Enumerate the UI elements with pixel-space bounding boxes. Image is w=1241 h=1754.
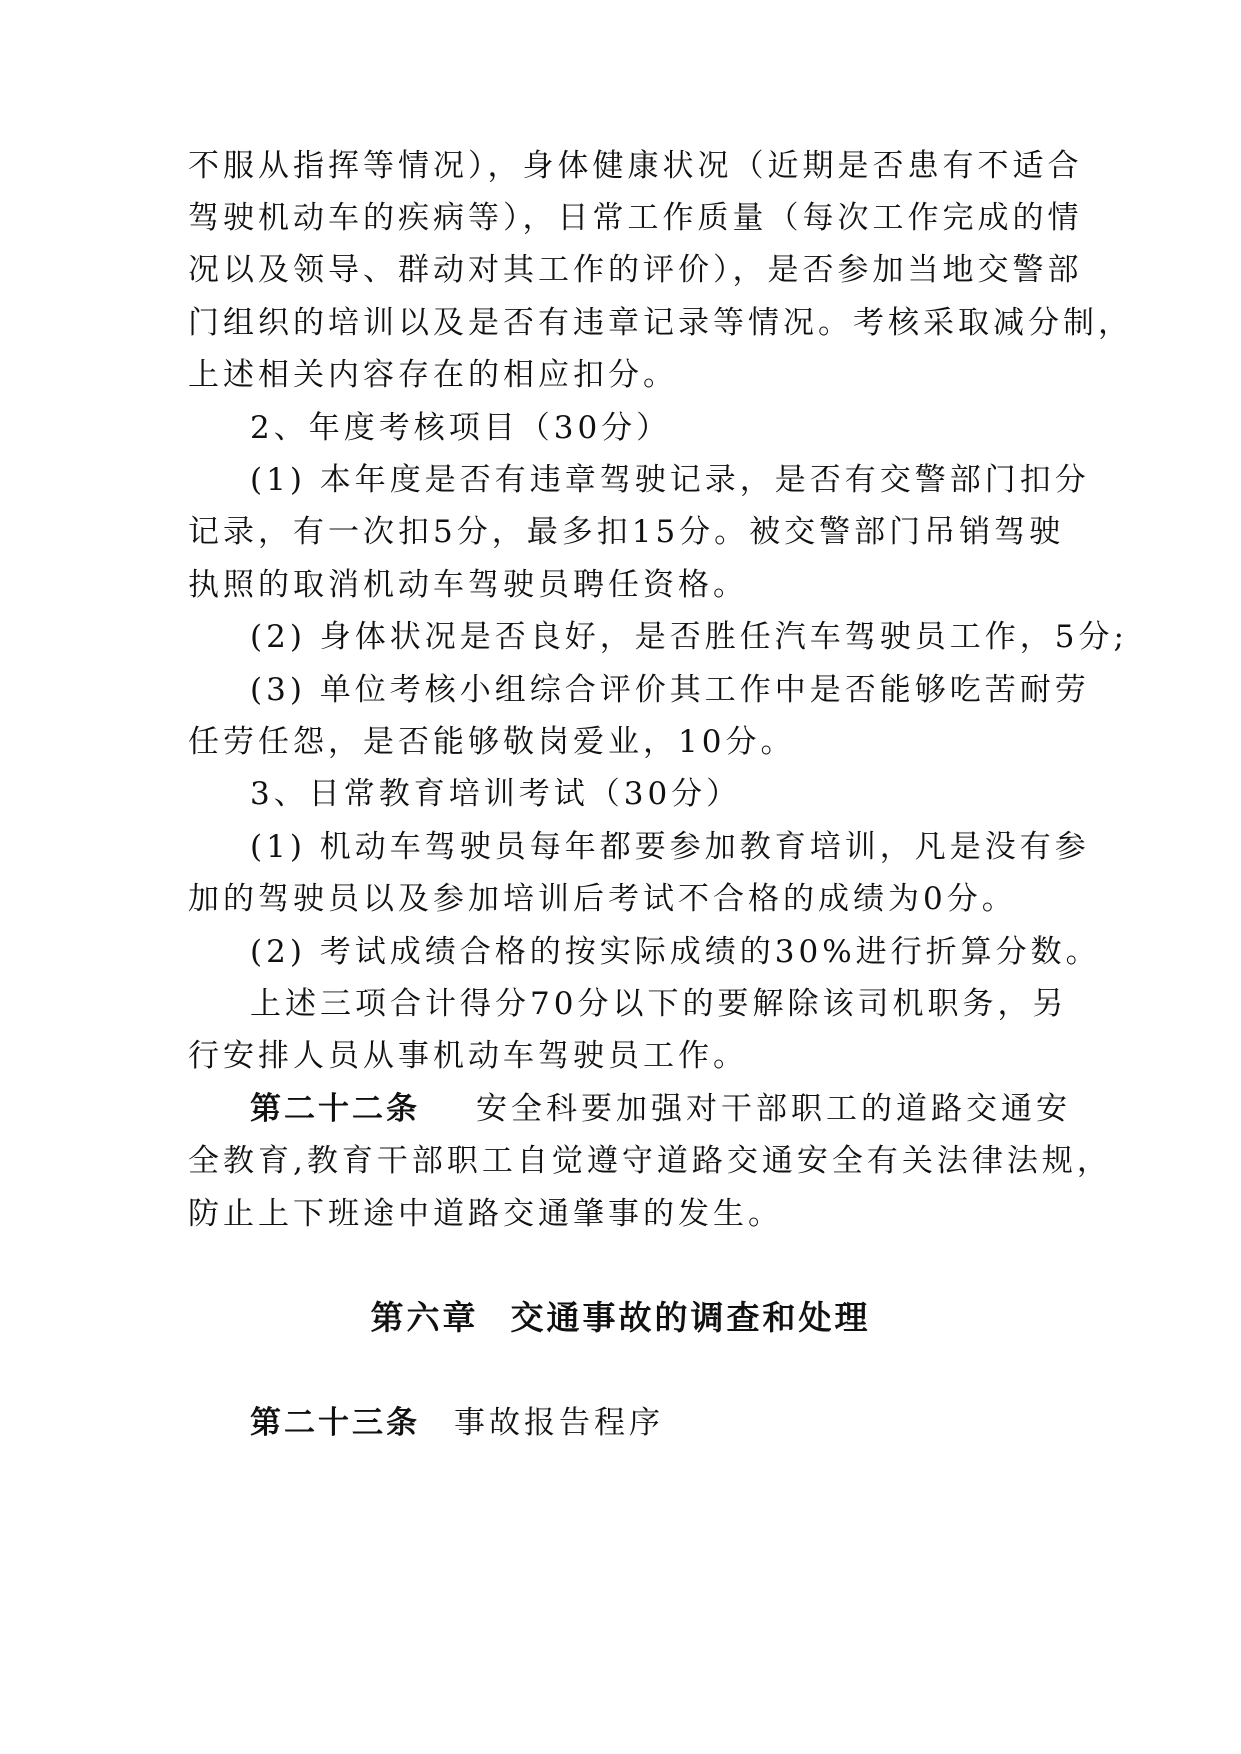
- body-line: (2) 身体状况是否良好，是否胜任汽车驾驶员工作，5分;: [250, 619, 1128, 655]
- chapter-label: 第六章: [370, 1298, 479, 1337]
- article-22-line-3: 防止上下班途中道路交通肇事的发生。: [188, 1196, 783, 1232]
- chapter-title: 交通事故的调查和处理: [510, 1298, 871, 1337]
- article-22-label: 第二十二条: [250, 1091, 420, 1127]
- article-23-heading: [250, 1403, 1058, 1443]
- body-line: 执照的取消机动车驾驶员聘任资格。: [188, 567, 748, 603]
- article-22-line-2: 全教育,教育干部职工自觉遵守道路交通安全有关法律法规，: [188, 1143, 1112, 1179]
- body-line: 加的驾驶员以及参加培训后考试不合格的成绩为0分。: [188, 881, 1017, 917]
- article-23-label: 第二十三条: [250, 1405, 420, 1441]
- body-line: 任劳任怨，是否能够敬岗爱业，10分。: [188, 724, 796, 760]
- body-line: 不服从指挥等情况），身体健康状况（近期是否患有不适合: [188, 148, 1083, 184]
- article-23-title: 事故报告程序: [454, 1405, 664, 1441]
- section-heading: 3、日常教育培训考试（30分）: [250, 776, 742, 812]
- body-line: 上述三项合计得分70分以下的要解除该司机职务，另: [250, 986, 1068, 1022]
- body-line: 上述相关内容存在的相应扣分。: [188, 357, 678, 393]
- body-line: (3) 单位考核小组综合评价其工作中是否能够吃苦耐劳: [250, 672, 1090, 708]
- body-line: (2) 考试成绩合格的按实际成绩的30%进行折算分数。: [250, 934, 1101, 970]
- body-line: 记录，有一次扣5分，最多扣15分。被交警部门吊销驾驶: [188, 514, 1065, 550]
- article-22-text: 安全科要加强对干部职工的道路交通安: [476, 1091, 1071, 1127]
- body-line: 门组织的培训以及是否有违章记录等情况。考核采取减分制，: [188, 305, 1133, 341]
- body-line: (1) 机动车驾驶员每年都要参加教育培训，凡是没有参: [250, 829, 1090, 865]
- chapter-heading: [0, 1298, 1241, 1338]
- body-line: (1) 本年度是否有违章驾驶记录，是否有交警部门扣分: [250, 462, 1090, 498]
- section-heading: 2、年度考核项目（30分）: [250, 410, 672, 446]
- body-line: 驾驶机动车的疾病等），日常工作质量（每次工作完成的情: [188, 200, 1083, 236]
- body-line: 况以及领导、群动对其工作的评价），是否参加当地交警部: [188, 252, 1083, 288]
- article-22-line-1: [250, 1089, 1071, 1129]
- body-line: 行安排人员从事机动车驾驶员工作。: [188, 1038, 748, 1074]
